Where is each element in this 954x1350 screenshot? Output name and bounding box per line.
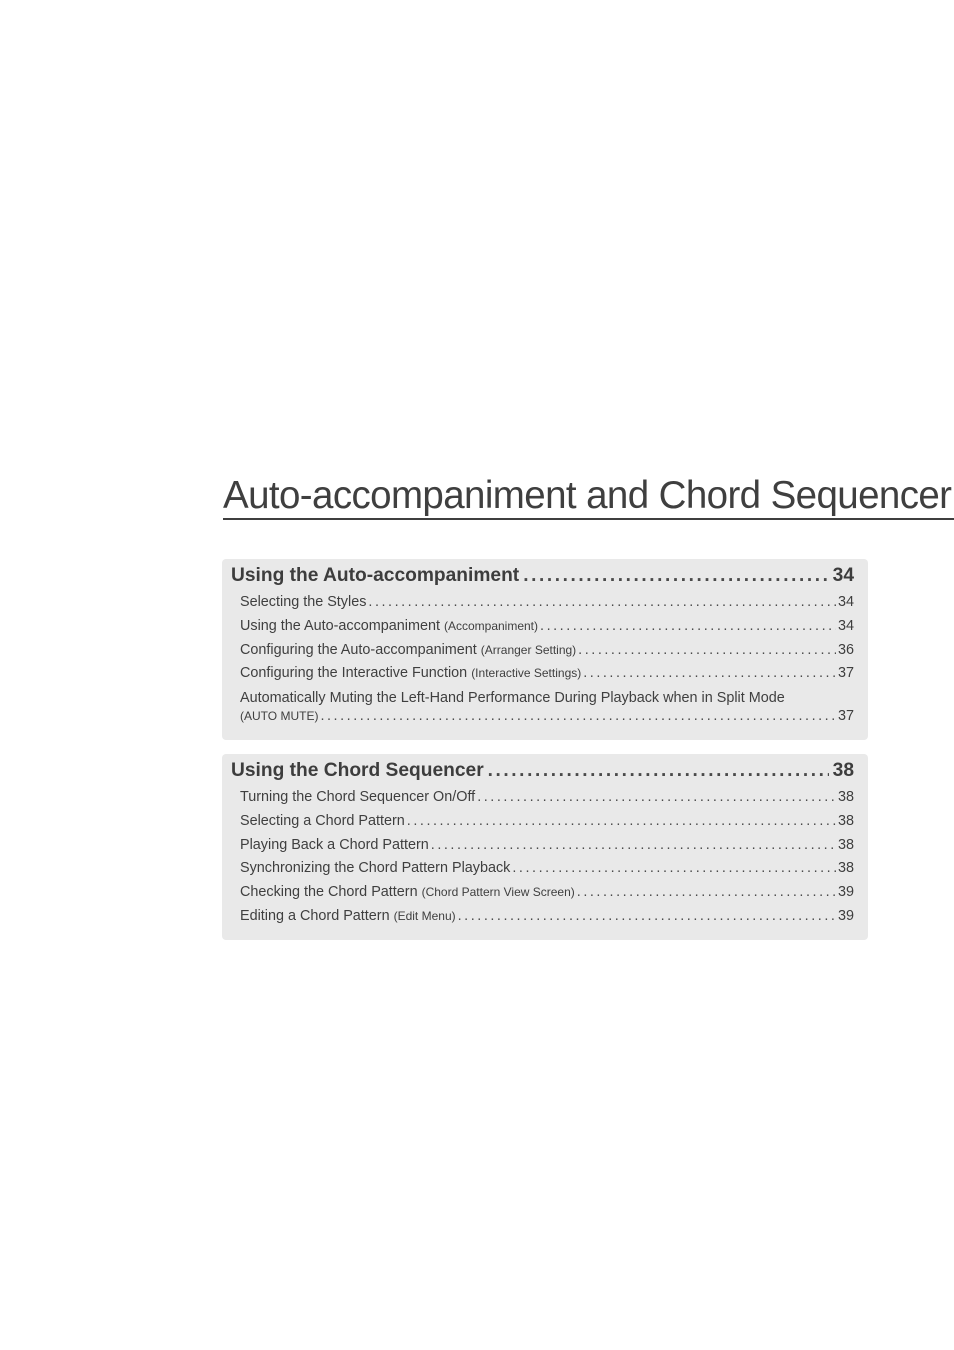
toc-section-chord-sequencer (222, 754, 868, 940)
entry-note: (Edit Menu) (393, 908, 456, 923)
dot-leader (407, 813, 836, 829)
toc-entry-auto-mute[interactable] (231, 689, 854, 728)
entry-title: Checking the Chord Pattern (240, 884, 418, 901)
section-title: Using the Auto-accompaniment (231, 565, 520, 586)
toc-entry-playing-back-chord-pattern[interactable] (231, 837, 854, 861)
entry-note: (Interactive Settings) (471, 666, 582, 681)
section-page-number: 34 (832, 565, 854, 586)
toc-entry-selecting-chord-pattern[interactable] (231, 813, 854, 837)
chapter-title: Auto-accompaniment and Chord Sequencer (223, 474, 952, 517)
dot-leader (512, 860, 836, 876)
toc-entry-checking-chord-pattern[interactable] (231, 884, 854, 908)
entry-title: Selecting the Styles (240, 594, 367, 610)
entry-page-number: 38 (837, 860, 854, 877)
dot-leader (577, 884, 836, 900)
dot-leader (540, 618, 836, 634)
entry-page-number: 39 (837, 884, 854, 901)
title-underline (223, 518, 954, 520)
dot-leader (477, 789, 836, 805)
dot-leader (368, 594, 836, 610)
toc-entry-configuring-interactive-function[interactable] (231, 665, 854, 689)
dot-leader (431, 837, 836, 853)
dot-leader (578, 642, 836, 658)
entry-title: Configuring the Interactive Function (240, 665, 468, 682)
toc-section-auto-accompaniment (222, 559, 868, 740)
entry-title: Automatically Muting the Left-Hand Performance During Playback when in Split Mode (240, 690, 785, 707)
entry-title: Using the Auto-accompaniment (240, 617, 440, 634)
dot-leader (488, 760, 829, 782)
entry-page-number: 34 (837, 617, 854, 634)
section-title: Using the Chord Sequencer (231, 760, 484, 781)
entry-note: (Chord Pattern View Screen) (421, 885, 575, 900)
dot-leader (523, 565, 828, 587)
entry-note: (AUTO MUTE) (240, 709, 319, 724)
toc-section-heading[interactable] (231, 565, 854, 589)
entry-page-number: 38 (837, 836, 854, 853)
entry-page-number: 39 (837, 907, 854, 924)
entry-title: Configuring the Auto-accompaniment (240, 641, 477, 658)
entry-page-number: 34 (837, 594, 854, 610)
dot-leader (458, 908, 836, 924)
section-page-number: 38 (832, 760, 854, 781)
toc-entry-using-auto-accompaniment[interactable] (231, 618, 854, 642)
toc-entry-editing-chord-pattern[interactable] (231, 908, 854, 932)
entry-title: Turning the Chord Sequencer On/Off (240, 789, 476, 805)
entry-page-number: 38 (837, 789, 854, 805)
entry-title: Editing a Chord Pattern (240, 907, 390, 924)
toc-entry-synchronizing-playback[interactable] (231, 860, 854, 884)
entry-page-number: 36 (837, 641, 854, 658)
toc-entry-configuring-auto-accompaniment[interactable] (231, 642, 854, 666)
entry-note: (Arranger Setting) (480, 642, 577, 657)
dot-leader (320, 708, 836, 724)
toc-section-heading[interactable] (231, 760, 854, 784)
toc-entry-selecting-styles[interactable] (231, 594, 854, 618)
toc-entry-turning-sequencer-on-off[interactable] (231, 789, 854, 813)
entry-title: Selecting a Chord Pattern (240, 812, 405, 829)
entry-title: Playing Back a Chord Pattern (240, 836, 429, 853)
entry-title: Synchronizing the Chord Pattern Playback (240, 860, 511, 877)
entry-page-number: 38 (837, 812, 854, 829)
entry-page-number: 37 (837, 708, 854, 725)
dot-leader (583, 665, 836, 681)
entry-page-number: 37 (837, 665, 854, 682)
entry-note: (Accompaniment) (443, 618, 539, 633)
